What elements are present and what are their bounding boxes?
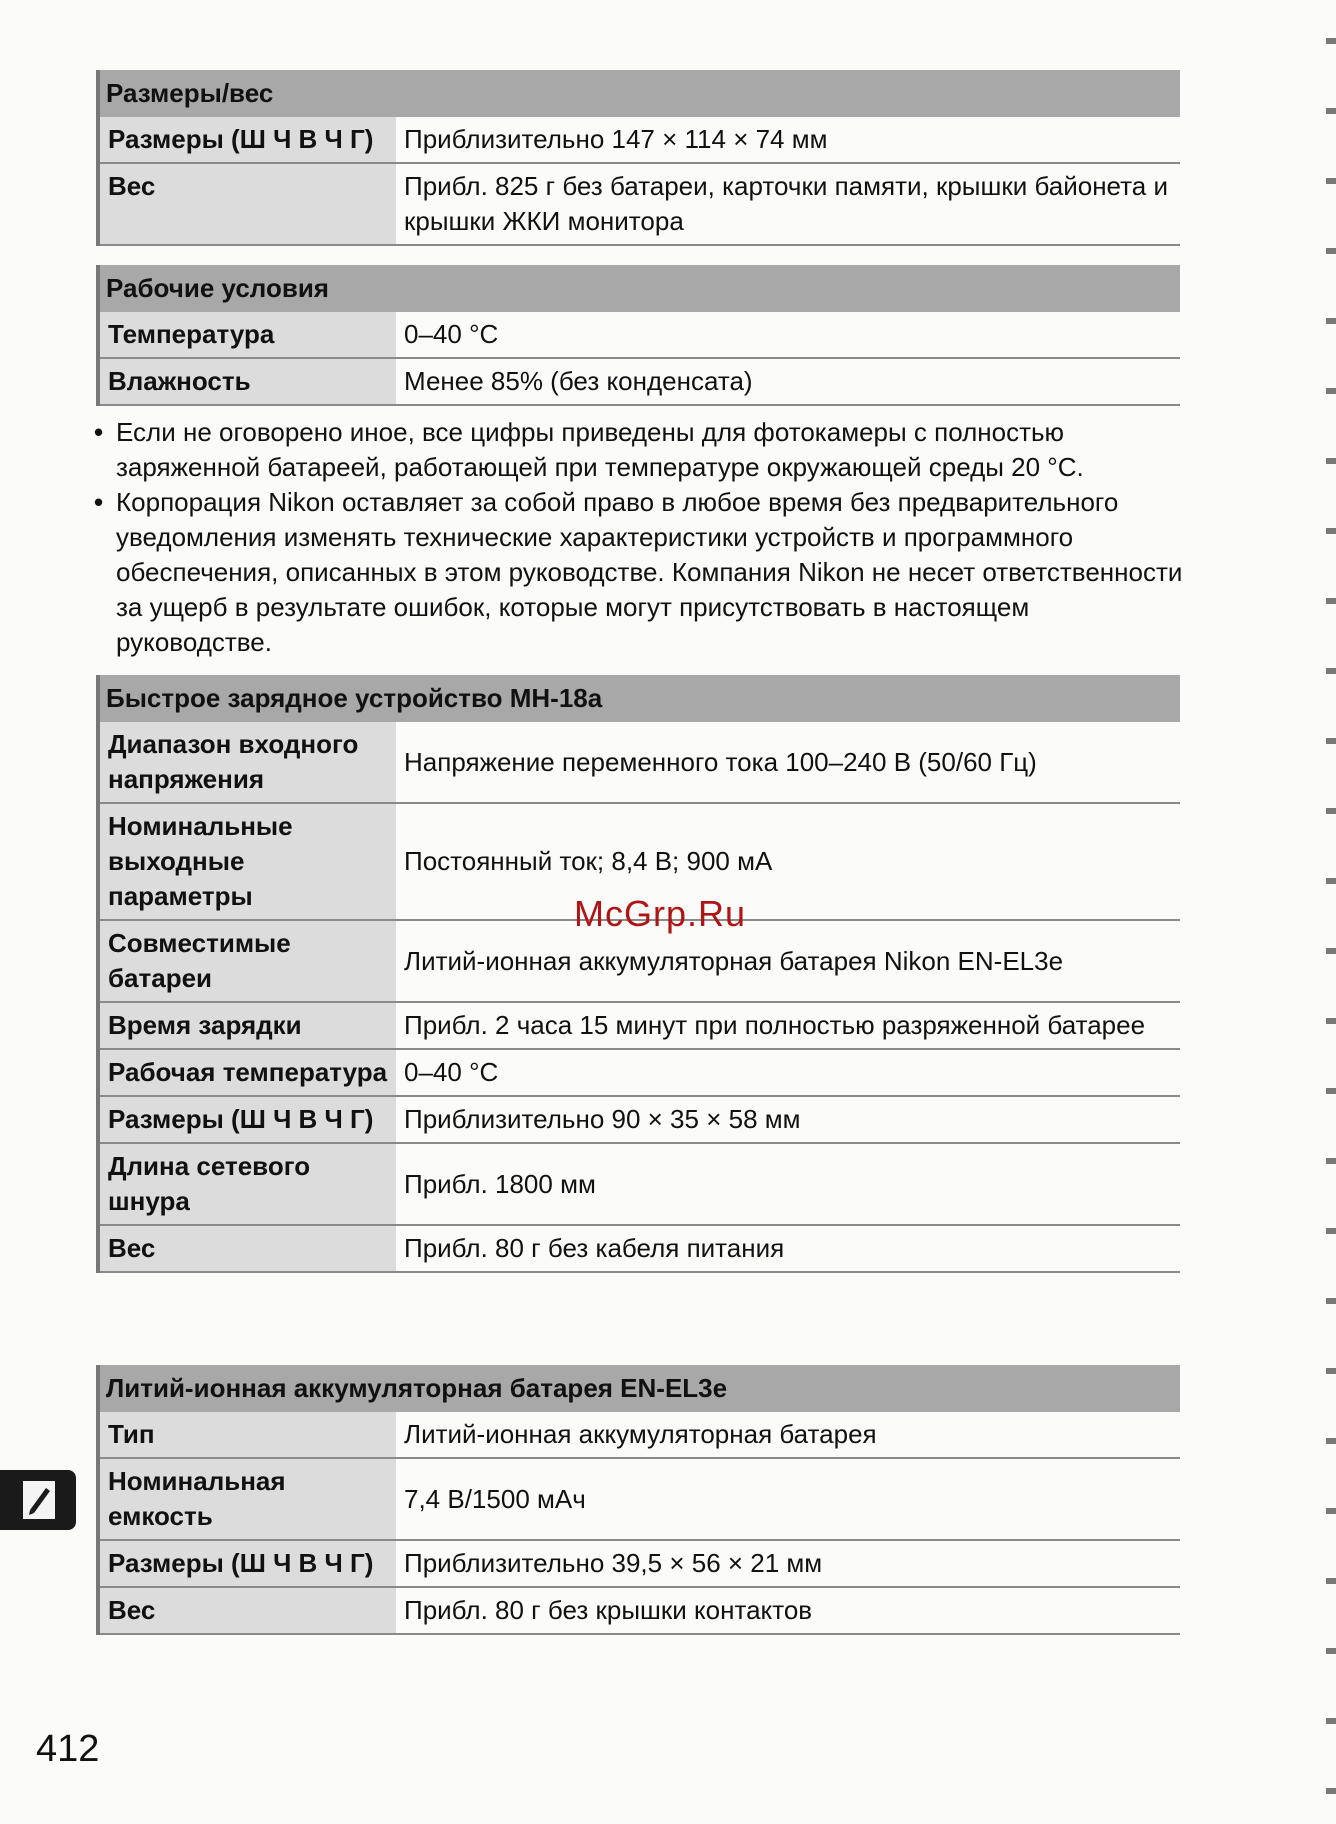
table-row [98, 1458, 1180, 1540]
spec-label: Размеры (Ш Ч В Ч Г) [98, 1096, 396, 1143]
page-number: 412 [36, 1728, 100, 1770]
table-title: Рабочие условия [98, 265, 1180, 312]
charger-table [96, 675, 1180, 1273]
section-tab [0, 1470, 76, 1530]
table-row [98, 1049, 1180, 1096]
spec-value: Прибл. 1800 мм [396, 1143, 1180, 1225]
note-text: Корпорация Nikon оставляет за собой право в любое время без предварительного уведомления изменять технические характеристики устройств и программного обеспечения, описанных в этом руководстве. Компания Nikon не несет ответственности за ущерб в результате ошибок, которые могут присутствовать в настоящем руководстве. [116, 487, 1183, 657]
table-row [98, 1587, 1180, 1634]
table-row [98, 312, 1180, 358]
table-title: Быстрое зарядное устройство MH-18a [98, 675, 1180, 722]
table-row [98, 117, 1180, 163]
spec-label: Номинальная емкость [98, 1458, 396, 1540]
page-edge [1326, 0, 1336, 1824]
table-row [98, 1143, 1180, 1225]
table-title: Литий-ионная аккумуляторная батарея EN-EL3e [98, 1365, 1180, 1412]
spec-label: Размеры (Ш Ч В Ч Г) [98, 117, 396, 163]
spec-label: Длина сетевого шнура [98, 1143, 396, 1225]
table-row [98, 163, 1180, 245]
table-row [98, 1225, 1180, 1272]
spec-label: Температура [98, 312, 396, 358]
spec-label: Вес [98, 1225, 396, 1272]
spec-label: Вес [98, 1587, 396, 1634]
table-row [98, 1002, 1180, 1049]
spec-label: Время зарядки [98, 1002, 396, 1049]
note-text: Если не оговорено иное, все цифры приведены для фотокамеры с полностью заряженной батареей, работающей при температуре окружающей среды 20 °C. [116, 417, 1084, 482]
spec-label: Влажность [98, 358, 396, 405]
spec-value: Прибл. 2 часа 15 минут при полностью разряженной батарее [396, 1002, 1180, 1049]
reference-section-icon [22, 1480, 56, 1520]
list-item [92, 415, 1192, 485]
list-item [92, 485, 1192, 660]
spec-value: 0–40 °C [396, 1049, 1180, 1096]
battery-table [96, 1365, 1180, 1635]
spec-value: Литий-ионная аккумуляторная батарея [396, 1412, 1180, 1458]
table-title: Размеры/вес [98, 70, 1180, 117]
spec-label: Вес [98, 163, 396, 245]
watermark: McGrp.Ru [574, 893, 747, 934]
spec-label: Диапазон входного напряжения [98, 722, 396, 803]
spec-label: Рабочая температура [98, 1049, 396, 1096]
spec-value: Прибл. 80 г без крышки контактов [396, 1587, 1180, 1634]
spec-value: Прибл. 825 г без батареи, карточки памяти, крышки байонета и крышки ЖКИ монитора [396, 163, 1180, 245]
table-row [98, 1412, 1180, 1458]
spec-label: Тип [98, 1412, 396, 1458]
operating-conditions-table [96, 265, 1180, 406]
spec-value: 0–40 °C [396, 312, 1180, 358]
bullet: • [94, 487, 104, 517]
spec-value: Приблизительно 39,5 × 56 × 21 мм [396, 1540, 1180, 1587]
spec-value: Приблизительно 90 × 35 × 58 мм [396, 1096, 1180, 1143]
table-row [98, 358, 1180, 405]
spec-value: Постоянный ток; 8,4 В; 900 мА [396, 803, 1180, 920]
table-row [98, 1540, 1180, 1587]
spec-value: Литий-ионная аккумуляторная батарея Nikon EN-EL3e [396, 920, 1180, 1002]
dimensions-table [96, 70, 1180, 246]
spec-label: Номинальные выходные параметры [98, 803, 396, 920]
spec-value: Приблизительно 147 × 114 × 74 мм [396, 117, 1180, 163]
notes-list [92, 415, 1192, 660]
table-row [98, 1096, 1180, 1143]
spec-value: Напряжение переменного тока 100–240 В (50/60 Гц) [396, 722, 1180, 803]
spec-label: Совместимые батареи [98, 920, 396, 1002]
spec-value: Прибл. 80 г без кабеля питания [396, 1225, 1180, 1272]
spec-value: Менее 85% (без конденсата) [396, 358, 1180, 405]
spec-label: Размеры (Ш Ч В Ч Г) [98, 1540, 396, 1587]
bullet: • [94, 417, 104, 447]
spec-value: 7,4 В/1500 мАч [396, 1458, 1180, 1540]
table-row [98, 722, 1180, 803]
